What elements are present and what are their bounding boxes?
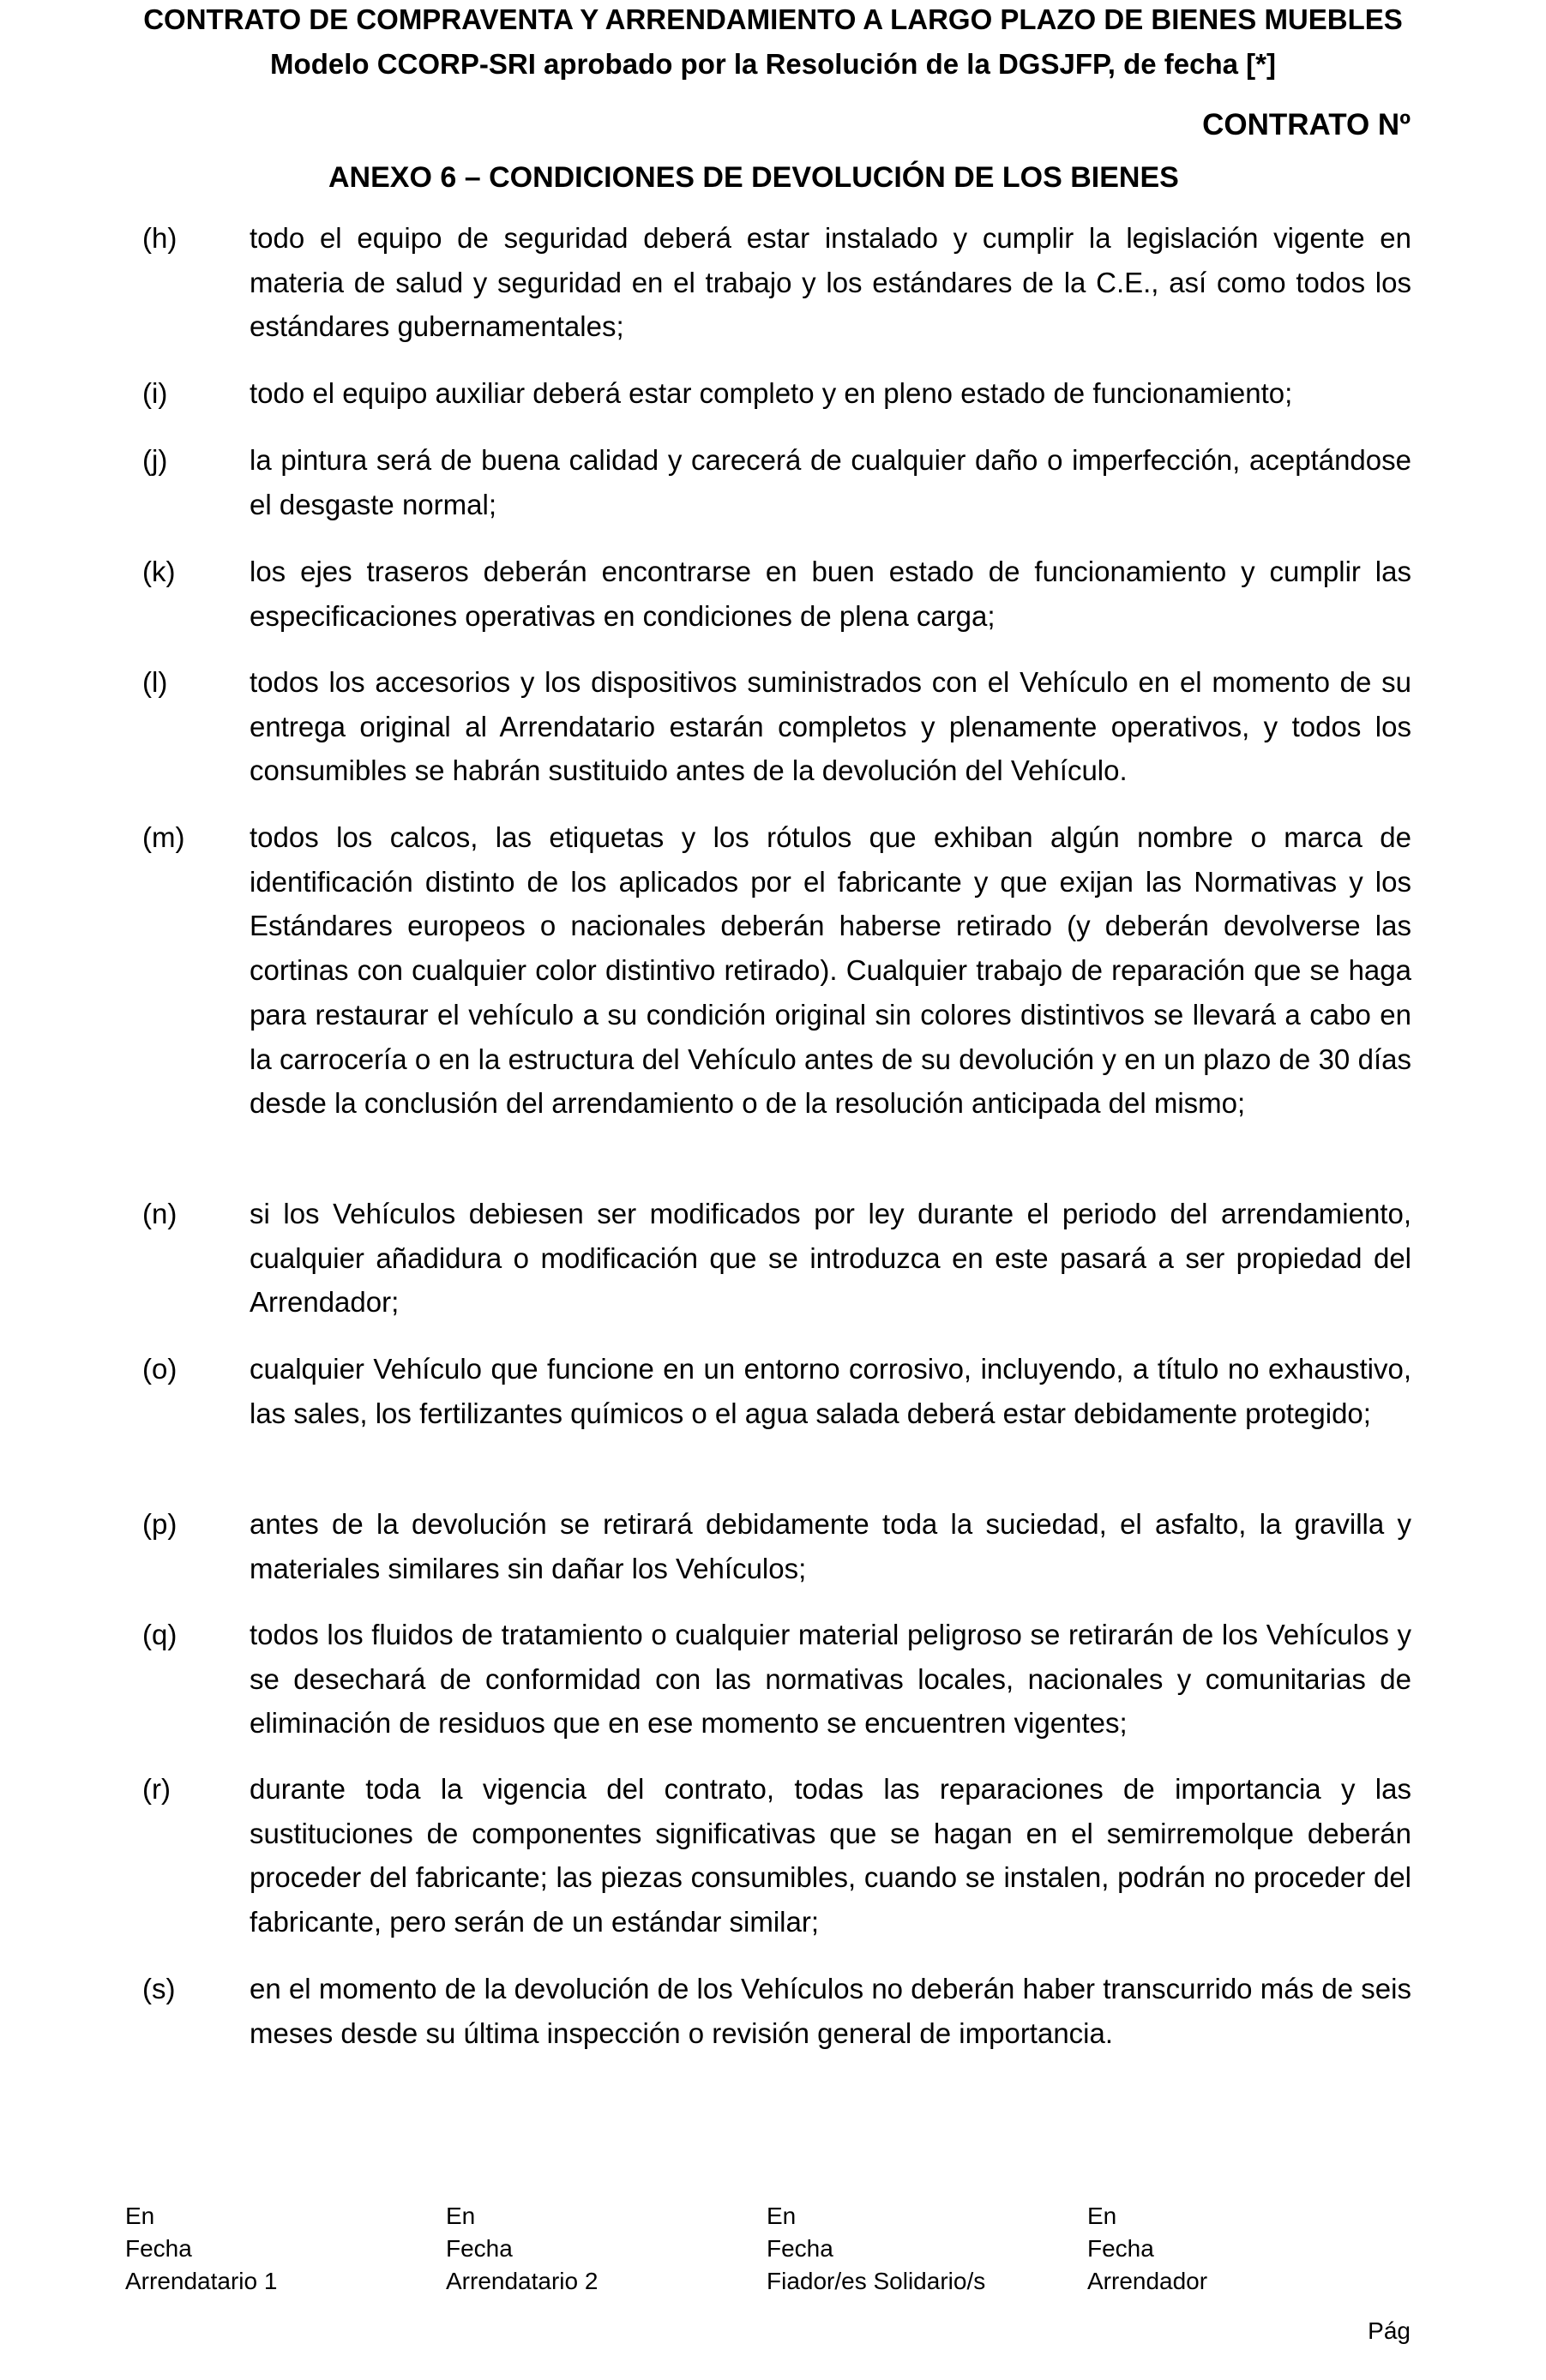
signature-date: Fecha bbox=[767, 2235, 833, 2262]
clause-text: la pintura será de buena calidad y carecerá de cualquier daño o imperfección, aceptándose el desgaste normal; bbox=[250, 444, 1411, 520]
clause-text: todos los calcos, las etiquetas y los rótulos que exhiban algún nombre o marca de identificación distinto de los aplicados por el fabricante y que exijan las Normativas y los Estándares europeos o nacionales deberán haberse retirado (y deberán devolverse las cortinas con cualquier color distintivo retirado). Cualquier trabajo de reparación que se haga para restaurar el vehículo a su condición original sin colores distintivos se llevará a cabo en la carrocería o en la estructura del Vehículo antes de su devolución y en un plazo de 30 días desde la conclusión del arrendamiento o de la resolución anticipada del mismo; bbox=[250, 821, 1411, 1120]
clause-letter: (r) bbox=[142, 1773, 171, 1805]
clause-letter: (j) bbox=[142, 444, 168, 476]
signature-date: Fecha bbox=[446, 2235, 513, 2262]
signature-party: Arrendatario 1 bbox=[125, 2268, 278, 2294]
page-number-label: Pág bbox=[1368, 2317, 1411, 2344]
clause-letter: (p) bbox=[142, 1508, 177, 1540]
clause-letter: (m) bbox=[142, 821, 185, 853]
clause-letter: (l) bbox=[142, 666, 168, 698]
clause-letter: (q) bbox=[142, 1619, 177, 1650]
signature-place: En bbox=[446, 2203, 476, 2229]
signature-block-arrendatario-1 bbox=[125, 2200, 277, 2298]
clause-text: todo el equipo auxiliar deberá estar completo y en pleno estado de funcionamiento; bbox=[250, 377, 1293, 409]
clause-text: antes de la devolución se retirará debidamente toda la suciedad, el asfalto, la gravilla y materiales similares sin dañar los Vehículos; bbox=[250, 1508, 1411, 1584]
clause-letter: (h) bbox=[142, 222, 177, 254]
clause-text: cualquier Vehículo que funcione en un entorno corrosivo, incluyendo, a título no exhaustivo, las sales, los fertilizantes químicos o el agua salada deberá estar debidamente protegido; bbox=[250, 1353, 1411, 1429]
clause-letter: (k) bbox=[142, 556, 176, 587]
clause-text: todo el equipo de seguridad deberá estar instalado y cumplir la legislación vigente en materia de salud y seguridad en el trabajo y los estándares de la C.E., así como todos los estándares gubernamentales; bbox=[250, 222, 1411, 343]
contract-number-label: CONTRATO Nº bbox=[1202, 108, 1411, 141]
signature-place: En bbox=[1087, 2203, 1117, 2229]
signature-footer bbox=[0, 2200, 1546, 2311]
clause-letter: (i) bbox=[142, 377, 168, 409]
signature-party: Arrendatario 2 bbox=[446, 2268, 599, 2294]
signature-date: Fecha bbox=[125, 2235, 192, 2262]
annex-title: ANEXO 6 – CONDICIONES DE DEVOLUCIÓN DE LOS BIENES bbox=[328, 161, 1179, 194]
signature-block-arrendatario-2 bbox=[446, 2200, 598, 2298]
signature-date: Fecha bbox=[1087, 2235, 1154, 2262]
clause-text: los ejes traseros deberán encontrarse en buen estado de funcionamiento y cumplir las especificaciones operativas en condiciones de plena carga; bbox=[250, 556, 1411, 632]
signature-place: En bbox=[125, 2203, 155, 2229]
clause-letter: (o) bbox=[142, 1353, 177, 1385]
signature-party: Fiador/es Solidario/s bbox=[767, 2268, 986, 2294]
clause-text: todos los fluidos de tratamiento o cualquier material peligroso se retirarán de los Vehículos y se desechará de conformidad con las normativas locales, nacionales y comunitarias de eliminación de residuos que en ese momento se encuentren vigentes; bbox=[250, 1619, 1411, 1740]
signature-block-arrendador bbox=[1087, 2200, 1207, 2298]
clause-text: si los Vehículos debiesen ser modificados por ley durante el periodo del arrendamiento, cualquier añadidura o modificación que se introduzca en este pasará a ser propiedad del Arrendador; bbox=[250, 1198, 1411, 1319]
clause-letter: (n) bbox=[142, 1198, 177, 1229]
signature-place: En bbox=[767, 2203, 797, 2229]
clause-text: en el momento de la devolución de los Vehículos no deberán haber transcurrido más de seis meses desde su última inspección o revisión general de importancia. bbox=[250, 1973, 1411, 2049]
clause-letter: (s) bbox=[142, 1973, 176, 2004]
clause-text: todos los accesorios y los dispositivos suministrados con el Vehículo en el momento de su entrega original al Arrendatario estarán completos y plenamente operativos, y todos los consumibles se habrán sustituido antes de la devolución del Vehículo. bbox=[250, 666, 1411, 787]
clause-text: durante toda la vigencia del contrato, todas las reparaciones de importancia y las sustituciones de componentes significativas que se hagan en el semirremolque deberán proceder del fabricante; las piezas consumibles, cuando se instalen, podrán no proceder del fabricante, pero serán de un estándar similar; bbox=[250, 1773, 1411, 1938]
document-title: CONTRATO DE COMPRAVENTA Y ARRENDAMIENTO A LARGO PLAZO DE BIENES MUEBLES bbox=[143, 3, 1403, 35]
signature-party: Arrendador bbox=[1087, 2268, 1208, 2294]
signature-block-fiador bbox=[767, 2200, 985, 2298]
document-subtitle: Modelo CCORP-SRI aprobado por la Resolución de la DGSJFP, de fecha [*] bbox=[270, 48, 1276, 80]
